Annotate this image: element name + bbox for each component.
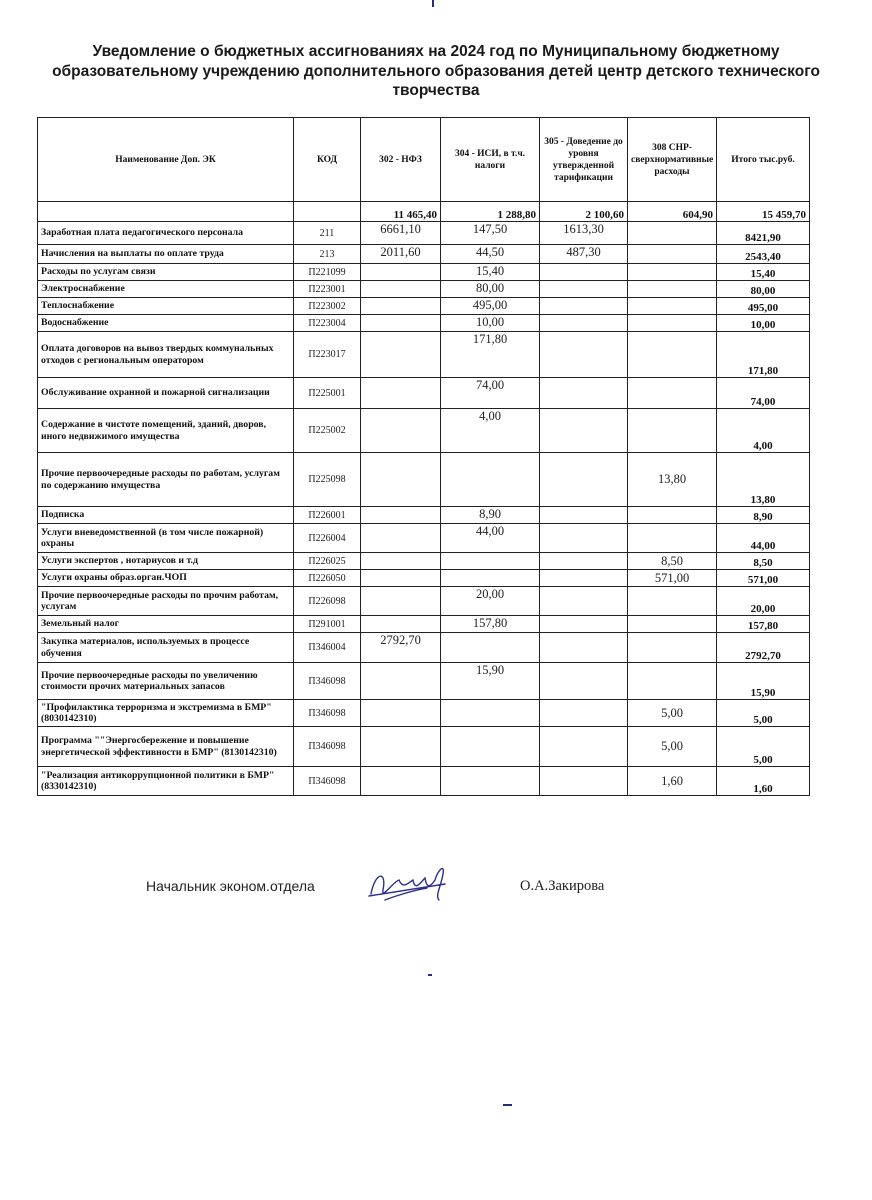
row-302-cell bbox=[361, 378, 441, 409]
row-code-cell: П223002 bbox=[294, 298, 361, 315]
row-308-cell bbox=[628, 616, 717, 633]
row-302-cell bbox=[361, 616, 441, 633]
row-305-cell bbox=[540, 570, 628, 587]
row-total-cell: 80,00 bbox=[717, 281, 810, 298]
row-304-cell bbox=[441, 767, 540, 796]
row-total-cell: 571,00 bbox=[717, 570, 810, 587]
row-308-cell: 5,00 bbox=[628, 700, 717, 727]
row-305-cell bbox=[540, 264, 628, 281]
table-row bbox=[38, 453, 810, 507]
row-total-cell: 8,50 bbox=[717, 553, 810, 570]
row-302-cell bbox=[361, 587, 441, 616]
header-name: Наименование Доп. ЭК bbox=[38, 118, 294, 202]
row-308-cell bbox=[628, 524, 717, 553]
table-row bbox=[38, 332, 810, 378]
row-total-cell: 5,00 bbox=[717, 700, 810, 727]
row-name-cell: Подписка bbox=[38, 507, 294, 524]
row-code-cell: П221099 bbox=[294, 264, 361, 281]
row-name-cell: Закупка материалов, используемых в процессе обучения bbox=[38, 633, 294, 663]
row-name-cell: Водоснабжение bbox=[38, 315, 294, 332]
table-row bbox=[38, 633, 810, 663]
row-305-cell bbox=[540, 507, 628, 524]
header-total: Итого тыс.руб. bbox=[717, 118, 810, 202]
row-305-cell bbox=[540, 332, 628, 378]
row-total-cell: 495,00 bbox=[717, 298, 810, 315]
row-308-cell bbox=[628, 587, 717, 616]
row-302-cell: 2792,70 bbox=[361, 633, 441, 663]
row-304-cell: 10,00 bbox=[441, 315, 540, 332]
row-305-cell bbox=[540, 616, 628, 633]
table-row bbox=[38, 507, 810, 524]
row-304-cell: 44,50 bbox=[441, 245, 540, 264]
row-name-cell: Оплата договоров на вывоз твердых коммунальных отходов с региональным оператором bbox=[38, 332, 294, 378]
summary-305: 2 100,60 bbox=[540, 202, 628, 222]
row-total-cell: 8421,90 bbox=[717, 222, 810, 245]
row-308-cell bbox=[628, 409, 717, 453]
summary-name-cell bbox=[38, 202, 294, 222]
row-304-cell bbox=[441, 553, 540, 570]
row-code-cell: П346098 bbox=[294, 700, 361, 727]
row-304-cell: 171,80 bbox=[441, 332, 540, 378]
row-code-cell: П346098 bbox=[294, 727, 361, 767]
budget-table bbox=[37, 117, 810, 796]
row-total-cell: 171,80 bbox=[717, 332, 810, 378]
row-302-cell: 2011,60 bbox=[361, 245, 441, 264]
row-308-cell bbox=[628, 332, 717, 378]
header-code: КОД bbox=[294, 118, 361, 202]
row-name-cell: Прочие первоочередные расходы по работам, услугам по содержанию имущества bbox=[38, 453, 294, 507]
row-304-cell: 157,80 bbox=[441, 616, 540, 633]
row-305-cell: 487,30 bbox=[540, 245, 628, 264]
table-row bbox=[38, 409, 810, 453]
row-302-cell bbox=[361, 700, 441, 727]
row-308-cell bbox=[628, 281, 717, 298]
header-308: 308 СНР-сверхнормативные расходы bbox=[628, 118, 717, 202]
footer-signer: О.А.Закирова bbox=[520, 878, 605, 894]
row-302-cell bbox=[361, 332, 441, 378]
summary-row bbox=[38, 202, 810, 222]
row-308-cell bbox=[628, 633, 717, 663]
row-305-cell bbox=[540, 524, 628, 553]
row-name-cell: Прочие первоочередные расходы по прочим работам, услугам bbox=[38, 587, 294, 616]
row-total-cell: 5,00 bbox=[717, 727, 810, 767]
row-total-cell: 1,60 bbox=[717, 767, 810, 796]
table-row bbox=[38, 378, 810, 409]
row-code-cell: П226004 bbox=[294, 524, 361, 553]
row-total-cell: 74,00 bbox=[717, 378, 810, 409]
table-row bbox=[38, 727, 810, 767]
row-304-cell: 147,50 bbox=[441, 222, 540, 245]
row-code-cell: П225098 bbox=[294, 453, 361, 507]
signature-mark bbox=[365, 860, 465, 910]
row-305-cell bbox=[540, 767, 628, 796]
row-302-cell bbox=[361, 298, 441, 315]
row-305-cell bbox=[540, 453, 628, 507]
row-305-cell bbox=[540, 298, 628, 315]
row-name-cell: Электроснабжение bbox=[38, 281, 294, 298]
table-row bbox=[38, 570, 810, 587]
row-name-cell: Программа ""Энергосбережение и повышение энергетической эффективности в БМР" (8130142310) bbox=[38, 727, 294, 767]
row-total-cell: 157,80 bbox=[717, 616, 810, 633]
row-304-cell: 15,40 bbox=[441, 264, 540, 281]
row-total-cell: 44,00 bbox=[717, 524, 810, 553]
row-304-cell bbox=[441, 570, 540, 587]
row-name-cell: Земельный налог bbox=[38, 616, 294, 633]
row-308-cell bbox=[628, 315, 717, 332]
row-305-cell bbox=[540, 378, 628, 409]
row-code-cell: П226001 bbox=[294, 507, 361, 524]
scan-speck bbox=[503, 1104, 512, 1106]
summary-308: 604,90 bbox=[628, 202, 717, 222]
header-304: 304 - ИСИ, в т.ч. налоги bbox=[441, 118, 540, 202]
row-code-cell: 211 bbox=[294, 222, 361, 245]
table-row bbox=[38, 298, 810, 315]
table-row bbox=[38, 767, 810, 796]
row-name-cell: Прочие первоочередные расходы по увеличению стоимости прочих материальных запасов bbox=[38, 663, 294, 700]
scan-speck bbox=[432, 0, 434, 7]
row-total-cell: 2792,70 bbox=[717, 633, 810, 663]
row-name-cell: Начисления на выплаты по оплате труда bbox=[38, 245, 294, 264]
row-code-cell: П346098 bbox=[294, 767, 361, 796]
row-name-cell: Заработная плата педагогического персонала bbox=[38, 222, 294, 245]
table-row bbox=[38, 222, 810, 245]
row-name-cell: Содержание в чистоте помещений, зданий, дворов, иного недвижимого имущества bbox=[38, 409, 294, 453]
row-304-cell: 44,00 bbox=[441, 524, 540, 553]
row-305-cell bbox=[540, 281, 628, 298]
table-row bbox=[38, 700, 810, 727]
row-302-cell bbox=[361, 524, 441, 553]
row-305-cell bbox=[540, 727, 628, 767]
row-name-cell: Услуги охраны образ.орган.ЧОП bbox=[38, 570, 294, 587]
row-305-cell: 1613,30 bbox=[540, 222, 628, 245]
table-row bbox=[38, 245, 810, 264]
row-name-cell: "Реализация антикоррупционной политики в БМР" (8330142310) bbox=[38, 767, 294, 796]
row-total-cell: 20,00 bbox=[717, 587, 810, 616]
row-code-cell: П223017 bbox=[294, 332, 361, 378]
row-308-cell bbox=[628, 245, 717, 264]
header-305: 305 - Доведение до уровня утвержденной тарификации bbox=[540, 118, 628, 202]
row-304-cell: 4,00 bbox=[441, 409, 540, 453]
scan-speck bbox=[428, 974, 432, 976]
table-row bbox=[38, 616, 810, 633]
row-total-cell: 10,00 bbox=[717, 315, 810, 332]
row-302-cell bbox=[361, 409, 441, 453]
row-304-cell bbox=[441, 453, 540, 507]
row-name-cell: Услуги вневедомственной (в том числе пожарной) охраны bbox=[38, 524, 294, 553]
row-302-cell bbox=[361, 553, 441, 570]
row-total-cell: 2543,40 bbox=[717, 245, 810, 264]
row-302-cell bbox=[361, 663, 441, 700]
row-305-cell bbox=[540, 315, 628, 332]
row-308-cell: 8,50 bbox=[628, 553, 717, 570]
summary-304: 1 288,80 bbox=[441, 202, 540, 222]
row-302-cell bbox=[361, 453, 441, 507]
row-name-cell: Расходы по услугам связи bbox=[38, 264, 294, 281]
header-row bbox=[38, 118, 810, 202]
row-308-cell bbox=[628, 663, 717, 700]
row-308-cell bbox=[628, 298, 717, 315]
row-code-cell: П226098 bbox=[294, 587, 361, 616]
document-title: Уведомление о бюджетных ассигнованиях на 2024 год по Муниципальному бюджетному образовательному учреждению дополнительного образования детей центр детского технического творчества bbox=[52, 43, 820, 99]
row-name-cell: Услуги экспертов , нотариусов и т.д bbox=[38, 553, 294, 570]
row-304-cell: 495,00 bbox=[441, 298, 540, 315]
row-305-cell bbox=[540, 633, 628, 663]
row-total-cell: 15,90 bbox=[717, 663, 810, 700]
row-302-cell: 6661,10 bbox=[361, 222, 441, 245]
row-304-cell bbox=[441, 727, 540, 767]
row-code-cell: П226025 bbox=[294, 553, 361, 570]
summary-total: 15 459,70 bbox=[717, 202, 810, 222]
row-code-cell: П225002 bbox=[294, 409, 361, 453]
summary-code-cell bbox=[294, 202, 361, 222]
row-308-cell: 5,00 bbox=[628, 727, 717, 767]
row-305-cell bbox=[540, 663, 628, 700]
table-row bbox=[38, 281, 810, 298]
row-name-cell: Обслуживание охранной и пожарной сигнализации bbox=[38, 378, 294, 409]
row-code-cell: П346004 bbox=[294, 633, 361, 663]
row-name-cell: Теплоснабжение bbox=[38, 298, 294, 315]
row-code-cell: П223004 bbox=[294, 315, 361, 332]
row-304-cell bbox=[441, 633, 540, 663]
row-305-cell bbox=[540, 587, 628, 616]
row-name-cell: "Профилактика терроризма и экстремизма в БМР" (8030142310) bbox=[38, 700, 294, 727]
row-code-cell: П225001 bbox=[294, 378, 361, 409]
row-304-cell: 20,00 bbox=[441, 587, 540, 616]
row-code-cell: П291001 bbox=[294, 616, 361, 633]
row-308-cell: 571,00 bbox=[628, 570, 717, 587]
row-308-cell bbox=[628, 507, 717, 524]
row-305-cell bbox=[540, 409, 628, 453]
row-302-cell bbox=[361, 507, 441, 524]
row-305-cell bbox=[540, 553, 628, 570]
row-304-cell: 80,00 bbox=[441, 281, 540, 298]
table-row bbox=[38, 524, 810, 553]
row-total-cell: 4,00 bbox=[717, 409, 810, 453]
table-row bbox=[38, 264, 810, 281]
row-305-cell bbox=[540, 700, 628, 727]
summary-302: 11 465,40 bbox=[361, 202, 441, 222]
table-row bbox=[38, 587, 810, 616]
row-total-cell: 8,90 bbox=[717, 507, 810, 524]
table-row bbox=[38, 315, 810, 332]
row-total-cell: 15,40 bbox=[717, 264, 810, 281]
row-302-cell bbox=[361, 767, 441, 796]
row-308-cell: 13,80 bbox=[628, 453, 717, 507]
row-code-cell: П226050 bbox=[294, 570, 361, 587]
table-row bbox=[38, 663, 810, 700]
row-304-cell: 74,00 bbox=[441, 378, 540, 409]
row-308-cell bbox=[628, 264, 717, 281]
row-304-cell: 8,90 bbox=[441, 507, 540, 524]
row-308-cell bbox=[628, 222, 717, 245]
header-302: 302 - НФЗ bbox=[361, 118, 441, 202]
row-304-cell: 15,90 bbox=[441, 663, 540, 700]
row-code-cell: 213 bbox=[294, 245, 361, 264]
row-total-cell: 13,80 bbox=[717, 453, 810, 507]
table-row bbox=[38, 553, 810, 570]
footer-role: Начальник эконом.отдела bbox=[146, 878, 315, 894]
row-308-cell bbox=[628, 378, 717, 409]
row-304-cell bbox=[441, 700, 540, 727]
row-302-cell bbox=[361, 281, 441, 298]
row-302-cell bbox=[361, 264, 441, 281]
row-302-cell bbox=[361, 315, 441, 332]
row-code-cell: П346098 bbox=[294, 663, 361, 700]
row-code-cell: П223001 bbox=[294, 281, 361, 298]
row-308-cell: 1,60 bbox=[628, 767, 717, 796]
row-302-cell bbox=[361, 570, 441, 587]
row-302-cell bbox=[361, 727, 441, 767]
